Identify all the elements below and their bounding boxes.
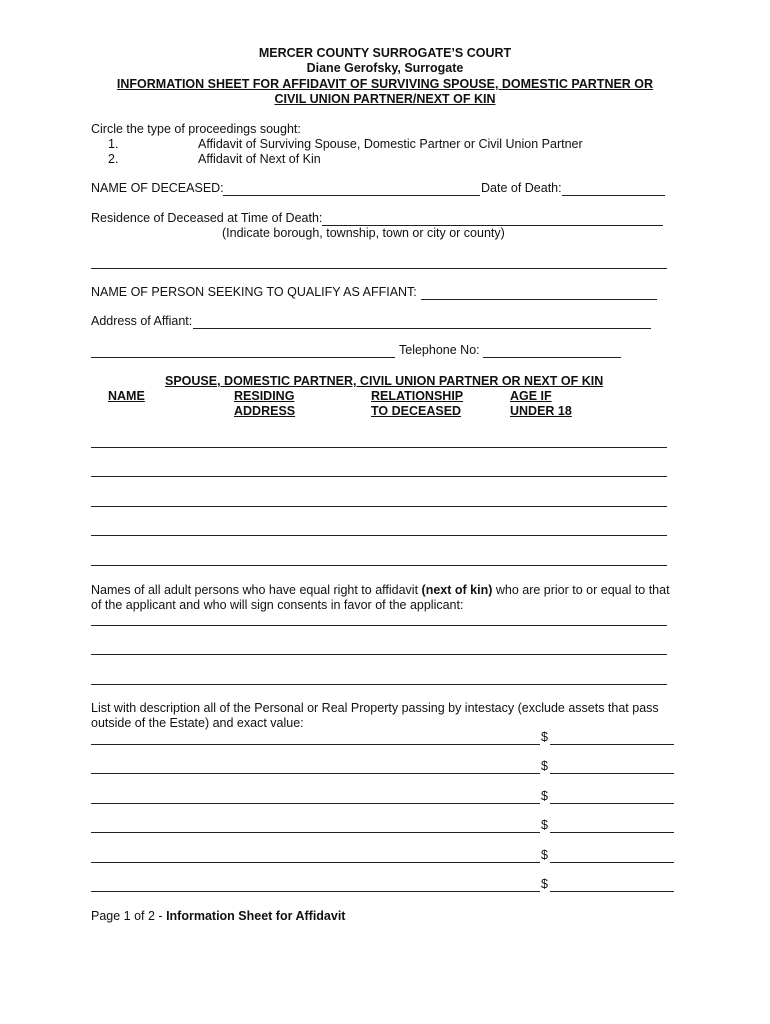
- column-name: NAME: [108, 389, 145, 403]
- deceased-name-field[interactable]: [223, 195, 480, 196]
- property-value-line[interactable]: [550, 744, 674, 745]
- relative-entry-line[interactable]: [91, 506, 667, 507]
- column-relationship-line1: RELATIONSHIP: [371, 389, 464, 403]
- currency-symbol: $: [541, 848, 548, 862]
- property-value-line[interactable]: [550, 832, 674, 833]
- proceedings-intro: Circle the type of proceedings sought:: [91, 122, 301, 136]
- property-text-line2: outside of the Estate) and exact value:: [91, 716, 304, 730]
- date-of-death-field[interactable]: [562, 195, 665, 196]
- column-relationship-line2: TO DECEASED: [371, 404, 462, 418]
- proceeding-option-2-number: 2.: [108, 152, 119, 166]
- page-number: Page 1 of 2 -: [91, 909, 167, 923]
- affiant-name-label: NAME OF PERSON SEEKING TO QUALIFY AS AFFIANT:: [91, 285, 417, 299]
- currency-symbol: $: [541, 759, 548, 773]
- court-name: MERCER COUNTY SURROGATE’S COURT: [258, 46, 512, 60]
- relatives-table-heading: SPOUSE, DOMESTIC PARTNER, CIVIL UNION PARTNER OR NEXT OF KIN: [165, 374, 604, 388]
- property-text-line1: List with description all of the Personal or Real Property passing by intestacy (exclude assets that pass: [91, 701, 659, 715]
- adult-entry-line[interactable]: [91, 654, 667, 655]
- adults-text-line1: Names of all adult persons who have equal right to affidavit (next of kin) who are prior to or equal to that: [91, 583, 670, 597]
- footer-label: Information Sheet for Affidavit: [166, 909, 346, 923]
- surrogate-name: Diane Gerofsky, Surrogate: [306, 61, 464, 75]
- form-title-line1: INFORMATION SHEET FOR AFFIDAVIT OF SURVIVING SPOUSE, DOMESTIC PARTNER OR: [116, 77, 654, 91]
- relative-entry-line[interactable]: [91, 476, 667, 477]
- property-description-line[interactable]: [91, 832, 540, 833]
- affiant-address-field[interactable]: [193, 328, 651, 329]
- affiant-name-field[interactable]: [421, 299, 657, 300]
- currency-symbol: $: [541, 818, 548, 832]
- column-address-line2: ADDRESS: [234, 404, 296, 418]
- proceeding-option-1[interactable]: Affidavit of Surviving Spouse, Domestic Partner or Civil Union Partner: [198, 137, 583, 151]
- affiant-address-field-continued[interactable]: [91, 357, 395, 358]
- adult-entry-line[interactable]: [91, 684, 667, 685]
- property-description-line[interactable]: [91, 891, 540, 892]
- property-value-line[interactable]: [550, 803, 674, 804]
- column-address-line1: RESIDING: [234, 389, 295, 403]
- property-value-line[interactable]: [550, 891, 674, 892]
- residence-label: Residence of Deceased at Time of Death:: [91, 211, 323, 225]
- relative-entry-line[interactable]: [91, 447, 667, 448]
- adults-text-line2: of the applicant and who will sign consents in favor of the applicant:: [91, 598, 464, 612]
- residence-field-continued[interactable]: [91, 268, 667, 269]
- relative-entry-line[interactable]: [91, 535, 667, 536]
- currency-symbol: $: [541, 877, 548, 891]
- proceeding-option-2[interactable]: Affidavit of Next of Kin: [198, 152, 321, 166]
- relative-entry-line[interactable]: [91, 565, 667, 566]
- column-age-line1: AGE IF: [510, 389, 552, 403]
- page-footer: [91, 909, 345, 924]
- property-description-line[interactable]: [91, 744, 540, 745]
- deceased-name-label: NAME OF DECEASED:: [91, 181, 224, 195]
- form-title-line2: CIVIL UNION PARTNER/NEXT OF KIN: [274, 92, 496, 106]
- proceeding-option-1-number: 1.: [108, 137, 119, 151]
- telephone-label: Telephone No:: [399, 343, 480, 357]
- property-description-line[interactable]: [91, 862, 540, 863]
- affiant-address-label: Address of Affiant:: [91, 314, 193, 328]
- currency-symbol: $: [541, 730, 548, 744]
- property-description-line[interactable]: [91, 773, 540, 774]
- property-value-line[interactable]: [550, 862, 674, 863]
- residence-hint: (Indicate borough, township, town or city or county): [222, 226, 505, 240]
- currency-symbol: $: [541, 789, 548, 803]
- telephone-field[interactable]: [483, 357, 621, 358]
- column-age-line2: UNDER 18: [510, 404, 572, 418]
- adult-entry-line[interactable]: [91, 625, 667, 626]
- date-of-death-label: Date of Death:: [481, 181, 562, 195]
- property-description-line[interactable]: [91, 803, 540, 804]
- property-value-line[interactable]: [550, 773, 674, 774]
